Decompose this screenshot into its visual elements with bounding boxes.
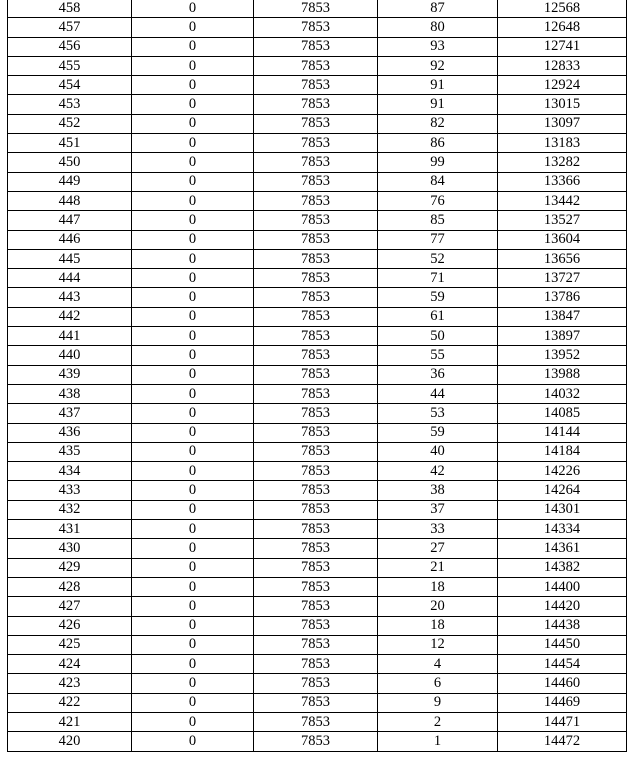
frequency-cell: 53 bbox=[378, 404, 498, 423]
frequency-cell: 85 bbox=[378, 211, 498, 230]
cumulative-cell: 14400 bbox=[498, 577, 627, 596]
score-cell: 436 bbox=[8, 423, 132, 442]
score-cell: 435 bbox=[8, 442, 132, 461]
total-cell: 7853 bbox=[254, 442, 378, 461]
score-cell: 439 bbox=[8, 365, 132, 384]
cumulative-cell: 14144 bbox=[498, 423, 627, 442]
table-row bbox=[8, 307, 627, 326]
table-row bbox=[8, 655, 627, 674]
cumulative-cell: 14382 bbox=[498, 558, 627, 577]
table-row bbox=[8, 211, 627, 230]
cumulative-cell: 14301 bbox=[498, 500, 627, 519]
count-cell: 0 bbox=[132, 365, 254, 384]
table-row bbox=[8, 384, 627, 403]
score-cell: 443 bbox=[8, 288, 132, 307]
score-cell: 458 bbox=[8, 0, 132, 18]
table-row bbox=[8, 327, 627, 346]
table-row bbox=[8, 134, 627, 153]
count-cell: 0 bbox=[132, 153, 254, 172]
total-cell: 7853 bbox=[254, 346, 378, 365]
cumulative-cell: 13183 bbox=[498, 134, 627, 153]
table-row bbox=[8, 442, 627, 461]
count-cell: 0 bbox=[132, 384, 254, 403]
table-row bbox=[8, 18, 627, 37]
score-cell: 421 bbox=[8, 712, 132, 731]
frequency-cell: 91 bbox=[378, 95, 498, 114]
table-row bbox=[8, 346, 627, 365]
count-cell: 0 bbox=[132, 172, 254, 191]
score-cell: 457 bbox=[8, 18, 132, 37]
count-cell: 0 bbox=[132, 404, 254, 423]
cumulative-cell: 13366 bbox=[498, 172, 627, 191]
score-cell: 438 bbox=[8, 384, 132, 403]
cumulative-cell: 13604 bbox=[498, 230, 627, 249]
total-cell: 7853 bbox=[254, 693, 378, 712]
cumulative-cell: 12648 bbox=[498, 18, 627, 37]
table-row bbox=[8, 539, 627, 558]
table-row bbox=[8, 500, 627, 519]
frequency-cell: 44 bbox=[378, 384, 498, 403]
score-cell: 455 bbox=[8, 56, 132, 75]
cumulative-cell: 13847 bbox=[498, 307, 627, 326]
total-cell: 7853 bbox=[254, 114, 378, 133]
table-row bbox=[8, 693, 627, 712]
total-cell: 7853 bbox=[254, 577, 378, 596]
count-cell: 0 bbox=[132, 577, 254, 596]
score-cell: 437 bbox=[8, 404, 132, 423]
score-cell: 450 bbox=[8, 153, 132, 172]
cumulative-cell: 13897 bbox=[498, 327, 627, 346]
table-row bbox=[8, 558, 627, 577]
count-cell: 0 bbox=[132, 520, 254, 539]
total-cell: 7853 bbox=[254, 732, 378, 751]
cumulative-cell: 12568 bbox=[498, 0, 627, 18]
frequency-cell: 71 bbox=[378, 269, 498, 288]
total-cell: 7853 bbox=[254, 0, 378, 18]
total-cell: 7853 bbox=[254, 230, 378, 249]
total-cell: 7853 bbox=[254, 423, 378, 442]
total-cell: 7853 bbox=[254, 211, 378, 230]
count-cell: 0 bbox=[132, 423, 254, 442]
frequency-cell: 37 bbox=[378, 500, 498, 519]
cumulative-cell: 14472 bbox=[498, 732, 627, 751]
count-cell: 0 bbox=[132, 616, 254, 635]
cumulative-cell: 13015 bbox=[498, 95, 627, 114]
frequency-cell: 86 bbox=[378, 134, 498, 153]
table-row bbox=[8, 674, 627, 693]
total-cell: 7853 bbox=[254, 481, 378, 500]
total-cell: 7853 bbox=[254, 76, 378, 95]
score-cell: 444 bbox=[8, 269, 132, 288]
table-row bbox=[8, 732, 627, 751]
total-cell: 7853 bbox=[254, 191, 378, 210]
frequency-cell: 9 bbox=[378, 693, 498, 712]
total-cell: 7853 bbox=[254, 462, 378, 481]
count-cell: 0 bbox=[132, 230, 254, 249]
frequency-cell: 77 bbox=[378, 230, 498, 249]
cumulative-cell: 14334 bbox=[498, 520, 627, 539]
count-cell: 0 bbox=[132, 732, 254, 751]
cumulative-cell: 12833 bbox=[498, 56, 627, 75]
count-cell: 0 bbox=[132, 597, 254, 616]
frequency-cell: 59 bbox=[378, 423, 498, 442]
score-cell: 456 bbox=[8, 37, 132, 56]
count-cell: 0 bbox=[132, 442, 254, 461]
cumulative-cell: 13727 bbox=[498, 269, 627, 288]
table-row bbox=[8, 462, 627, 481]
table-row bbox=[8, 172, 627, 191]
count-cell: 0 bbox=[132, 558, 254, 577]
total-cell: 7853 bbox=[254, 655, 378, 674]
total-cell: 7853 bbox=[254, 327, 378, 346]
count-cell: 0 bbox=[132, 134, 254, 153]
cumulative-cell: 13786 bbox=[498, 288, 627, 307]
total-cell: 7853 bbox=[254, 384, 378, 403]
count-cell: 0 bbox=[132, 481, 254, 500]
table-row bbox=[8, 520, 627, 539]
frequency-cell: 36 bbox=[378, 365, 498, 384]
table-row bbox=[8, 712, 627, 731]
count-cell: 0 bbox=[132, 191, 254, 210]
table-row bbox=[8, 635, 627, 654]
table-row bbox=[8, 423, 627, 442]
count-cell: 0 bbox=[132, 539, 254, 558]
count-cell: 0 bbox=[132, 655, 254, 674]
score-cell: 434 bbox=[8, 462, 132, 481]
count-cell: 0 bbox=[132, 462, 254, 481]
count-cell: 0 bbox=[132, 211, 254, 230]
table-row bbox=[8, 56, 627, 75]
table-row bbox=[8, 481, 627, 500]
total-cell: 7853 bbox=[254, 558, 378, 577]
score-table-body bbox=[8, 0, 627, 751]
table-row bbox=[8, 37, 627, 56]
frequency-cell: 2 bbox=[378, 712, 498, 731]
score-cell: 446 bbox=[8, 230, 132, 249]
total-cell: 7853 bbox=[254, 674, 378, 693]
cumulative-cell: 13952 bbox=[498, 346, 627, 365]
count-cell: 0 bbox=[132, 500, 254, 519]
table-row bbox=[8, 616, 627, 635]
score-cell: 429 bbox=[8, 558, 132, 577]
count-cell: 0 bbox=[132, 249, 254, 268]
score-cell: 447 bbox=[8, 211, 132, 230]
count-cell: 0 bbox=[132, 346, 254, 365]
total-cell: 7853 bbox=[254, 153, 378, 172]
score-cell: 424 bbox=[8, 655, 132, 674]
score-table bbox=[7, 0, 627, 752]
score-cell: 422 bbox=[8, 693, 132, 712]
count-cell: 0 bbox=[132, 288, 254, 307]
frequency-cell: 61 bbox=[378, 307, 498, 326]
total-cell: 7853 bbox=[254, 134, 378, 153]
frequency-cell: 52 bbox=[378, 249, 498, 268]
total-cell: 7853 bbox=[254, 56, 378, 75]
cumulative-cell: 14469 bbox=[498, 693, 627, 712]
total-cell: 7853 bbox=[254, 597, 378, 616]
frequency-cell: 20 bbox=[378, 597, 498, 616]
frequency-cell: 82 bbox=[378, 114, 498, 133]
score-cell: 440 bbox=[8, 346, 132, 365]
count-cell: 0 bbox=[132, 712, 254, 731]
total-cell: 7853 bbox=[254, 404, 378, 423]
table-row bbox=[8, 95, 627, 114]
score-cell: 445 bbox=[8, 249, 132, 268]
score-cell: 453 bbox=[8, 95, 132, 114]
score-cell: 423 bbox=[8, 674, 132, 693]
count-cell: 0 bbox=[132, 307, 254, 326]
cumulative-cell: 13527 bbox=[498, 211, 627, 230]
frequency-cell: 27 bbox=[378, 539, 498, 558]
count-cell: 0 bbox=[132, 327, 254, 346]
score-cell: 428 bbox=[8, 577, 132, 596]
table-row bbox=[8, 288, 627, 307]
table-row bbox=[8, 404, 627, 423]
total-cell: 7853 bbox=[254, 95, 378, 114]
cumulative-cell: 14226 bbox=[498, 462, 627, 481]
score-cell: 448 bbox=[8, 191, 132, 210]
cumulative-cell: 14438 bbox=[498, 616, 627, 635]
count-cell: 0 bbox=[132, 76, 254, 95]
frequency-cell: 59 bbox=[378, 288, 498, 307]
total-cell: 7853 bbox=[254, 635, 378, 654]
table-row bbox=[8, 153, 627, 172]
frequency-cell: 91 bbox=[378, 76, 498, 95]
cumulative-cell: 14361 bbox=[498, 539, 627, 558]
frequency-cell: 6 bbox=[378, 674, 498, 693]
cumulative-cell: 14420 bbox=[498, 597, 627, 616]
table-row bbox=[8, 0, 627, 18]
score-cell: 432 bbox=[8, 500, 132, 519]
total-cell: 7853 bbox=[254, 520, 378, 539]
cumulative-cell: 14450 bbox=[498, 635, 627, 654]
table-row bbox=[8, 577, 627, 596]
score-cell: 441 bbox=[8, 327, 132, 346]
score-cell: 420 bbox=[8, 732, 132, 751]
frequency-cell: 40 bbox=[378, 442, 498, 461]
cumulative-cell: 12741 bbox=[498, 37, 627, 56]
frequency-cell: 12 bbox=[378, 635, 498, 654]
frequency-cell: 18 bbox=[378, 577, 498, 596]
cumulative-cell: 14085 bbox=[498, 404, 627, 423]
count-cell: 0 bbox=[132, 56, 254, 75]
score-cell: 449 bbox=[8, 172, 132, 191]
total-cell: 7853 bbox=[254, 249, 378, 268]
frequency-cell: 1 bbox=[378, 732, 498, 751]
count-cell: 0 bbox=[132, 635, 254, 654]
cumulative-cell: 13988 bbox=[498, 365, 627, 384]
frequency-cell: 33 bbox=[378, 520, 498, 539]
score-cell: 454 bbox=[8, 76, 132, 95]
frequency-cell: 42 bbox=[378, 462, 498, 481]
total-cell: 7853 bbox=[254, 172, 378, 191]
count-cell: 0 bbox=[132, 674, 254, 693]
count-cell: 0 bbox=[132, 0, 254, 18]
table-row bbox=[8, 365, 627, 384]
total-cell: 7853 bbox=[254, 539, 378, 558]
frequency-cell: 4 bbox=[378, 655, 498, 674]
table-row bbox=[8, 114, 627, 133]
score-cell: 451 bbox=[8, 134, 132, 153]
cumulative-cell: 13442 bbox=[498, 191, 627, 210]
score-cell: 425 bbox=[8, 635, 132, 654]
count-cell: 0 bbox=[132, 18, 254, 37]
score-cell: 431 bbox=[8, 520, 132, 539]
cumulative-cell: 13282 bbox=[498, 153, 627, 172]
cumulative-cell: 14032 bbox=[498, 384, 627, 403]
total-cell: 7853 bbox=[254, 18, 378, 37]
frequency-cell: 21 bbox=[378, 558, 498, 577]
score-cell: 442 bbox=[8, 307, 132, 326]
table-row bbox=[8, 249, 627, 268]
cumulative-cell: 14471 bbox=[498, 712, 627, 731]
table-row bbox=[8, 76, 627, 95]
frequency-cell: 84 bbox=[378, 172, 498, 191]
score-cell: 426 bbox=[8, 616, 132, 635]
score-cell: 430 bbox=[8, 539, 132, 558]
cumulative-cell: 14264 bbox=[498, 481, 627, 500]
total-cell: 7853 bbox=[254, 37, 378, 56]
table-row bbox=[8, 230, 627, 249]
table-row bbox=[8, 191, 627, 210]
cumulative-cell: 12924 bbox=[498, 76, 627, 95]
score-cell: 433 bbox=[8, 481, 132, 500]
frequency-cell: 80 bbox=[378, 18, 498, 37]
count-cell: 0 bbox=[132, 114, 254, 133]
count-cell: 0 bbox=[132, 269, 254, 288]
total-cell: 7853 bbox=[254, 269, 378, 288]
frequency-cell: 99 bbox=[378, 153, 498, 172]
frequency-cell: 38 bbox=[378, 481, 498, 500]
frequency-cell: 93 bbox=[378, 37, 498, 56]
cumulative-cell: 14460 bbox=[498, 674, 627, 693]
table-row bbox=[8, 597, 627, 616]
total-cell: 7853 bbox=[254, 616, 378, 635]
total-cell: 7853 bbox=[254, 365, 378, 384]
count-cell: 0 bbox=[132, 37, 254, 56]
frequency-cell: 18 bbox=[378, 616, 498, 635]
frequency-cell: 50 bbox=[378, 327, 498, 346]
cumulative-cell: 13097 bbox=[498, 114, 627, 133]
total-cell: 7853 bbox=[254, 288, 378, 307]
frequency-cell: 87 bbox=[378, 0, 498, 18]
total-cell: 7853 bbox=[254, 307, 378, 326]
frequency-cell: 55 bbox=[378, 346, 498, 365]
total-cell: 7853 bbox=[254, 712, 378, 731]
count-cell: 0 bbox=[132, 95, 254, 114]
cumulative-cell: 14454 bbox=[498, 655, 627, 674]
table-row bbox=[8, 269, 627, 288]
frequency-cell: 76 bbox=[378, 191, 498, 210]
cumulative-cell: 14184 bbox=[498, 442, 627, 461]
count-cell: 0 bbox=[132, 693, 254, 712]
score-cell: 427 bbox=[8, 597, 132, 616]
cumulative-cell: 13656 bbox=[498, 249, 627, 268]
score-cell: 452 bbox=[8, 114, 132, 133]
frequency-cell: 92 bbox=[378, 56, 498, 75]
total-cell: 7853 bbox=[254, 500, 378, 519]
